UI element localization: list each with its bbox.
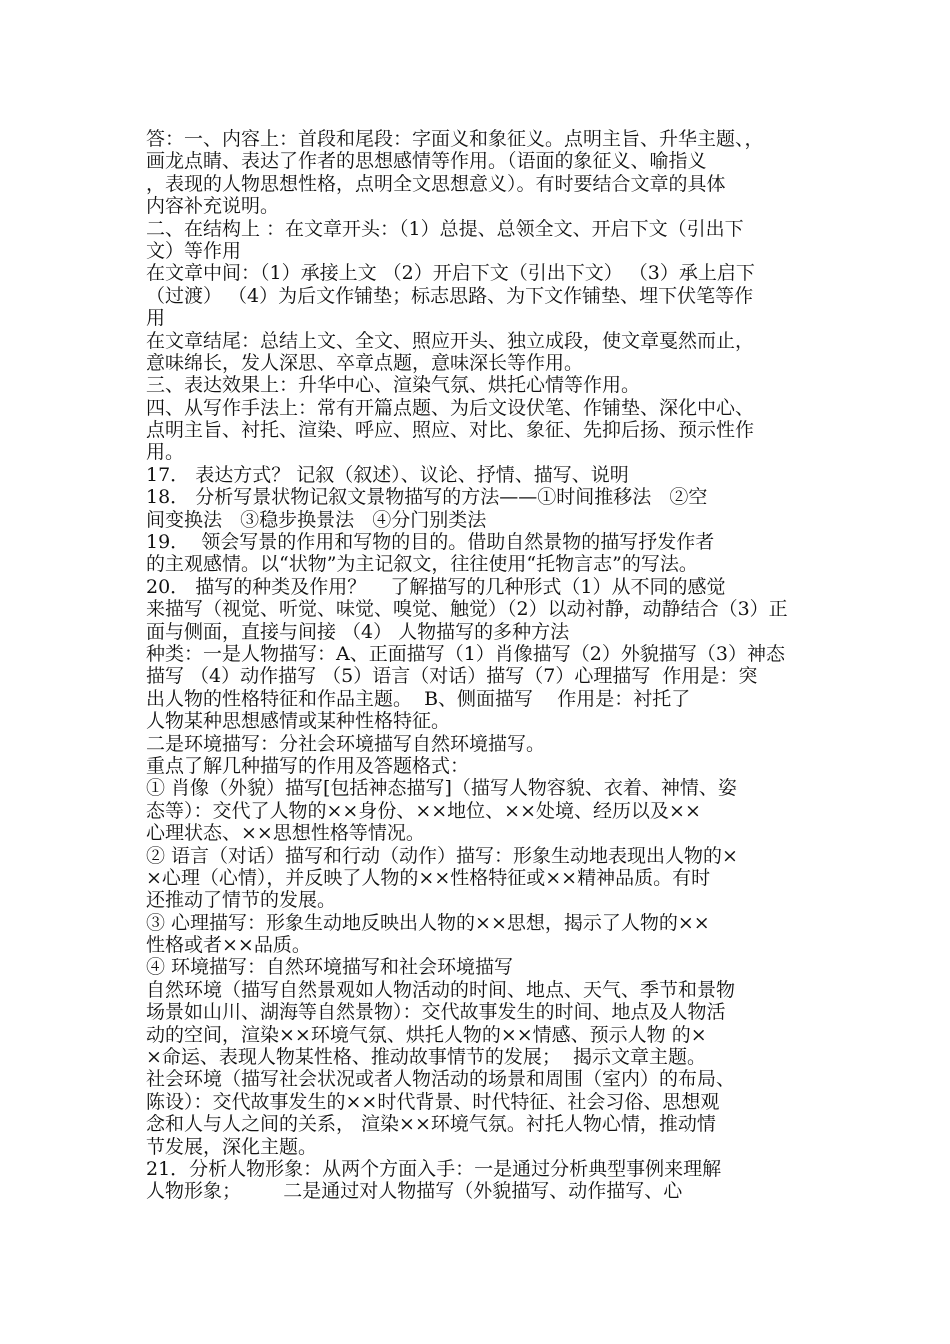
text-line: 陈设）：交代故事发生的××时代背景、时代特征、社会习俗、思想观	[146, 1090, 720, 1113]
text-line: 来描写（视觉、听觉、味觉、嗅觉、触觉）（2）以动衬静，动静结合（3）正	[146, 598, 788, 621]
text-line: 二是环境描写：分社会环境描写自然环境描写。	[146, 732, 546, 755]
text-line: 内容补充说明。	[146, 195, 280, 218]
text-line: 面与侧面，直接与间接 （4） 人物描写的多种方法	[146, 620, 570, 643]
text-line: 四、从写作手法上：常有开篇点题、为后文设伏笔、作铺垫、深化中心、	[146, 396, 755, 419]
text-line: 人物形象； 二是通过对人物描写（外貌描写、动作描写、心	[146, 1180, 683, 1203]
text-line: 动的空间，渲染××环境气氛、烘托人物的××情感、预示人物 的×	[146, 1023, 707, 1046]
text-line: 重点了解几种描写的作用及答题格式：	[146, 754, 470, 777]
text-line: 用。	[146, 441, 185, 464]
text-line: 18． 分析写景状物记叙文景物描写的方法——①时间推移法 ②空	[146, 486, 708, 509]
text-line: 态等）：交代了人物的××身份、××地位、××处境、经历以及××	[146, 799, 701, 822]
text-line: 画龙点睛、表达了作者的思想感情等作用。（语面的象征义、喻指义	[146, 150, 707, 173]
text-line: ② 语言（对话）描写和行动（动作）描写：形象生动地表现出人物的×	[146, 844, 738, 867]
text-line: ×命运、表现人物某性格、推动故事情节的发展； 揭示文章主题。	[146, 1046, 707, 1069]
text-line: 出人物的性格特征和作品主题。 B、侧面描写 作用是：衬托了	[146, 687, 691, 710]
text-line: 文）等作用	[146, 239, 242, 262]
text-line: 心理状态、××思想性格等情况。	[146, 822, 425, 845]
text-line: 描写 （4）动作描写 （5）语言（对话）描写（7）心理描写 作用是：突	[146, 665, 758, 688]
text-line: ③ 心理描写：形象生动地反映出人物的××思想，揭示了人物的××	[146, 911, 710, 934]
text-line: 点明主旨、衬托、渲染、呼应、照应、对比、象征、先抑后扬、预示性作	[146, 419, 755, 442]
text-line: ，表现的人物思想性格，点明全文思想意义）。有时要结合文章的具体	[146, 172, 726, 195]
text-line: 人物某种思想感情或某种性格特征。	[146, 710, 451, 733]
text-line: 的主观感情。以“状物”为主记叙文，往往使用“托物言志”的写法。	[146, 553, 698, 576]
text-line: 在文章中间：（1）承接上文 （2）开启下文（引出下文） （3）承上启下	[146, 262, 755, 285]
text-line: 社会环境（描写社会状况或者人物活动的场景和周围（室内）的布局、	[146, 1068, 736, 1091]
text-line: 在文章结尾：总结上文、全文、照应开头、独立成段，使文章戛然而止，	[146, 329, 755, 352]
text-line: 节发展，深化主题。	[146, 1135, 318, 1158]
text-line: 答：一、内容上：首段和尾段：字面义和象征义。点明主旨、升华主题、，	[146, 128, 764, 150]
text-line: 还推动了情节的发展。	[146, 889, 337, 912]
text-line: 17． 表达方式？ 记叙（叙述）、议论、抒情、描写、说明	[146, 463, 629, 486]
text-line: 种类：一是人物描写：A、正面描写（1）肖像描写（2）外貌描写（3）神态	[146, 642, 785, 665]
text-line: 20． 描写的种类及作用？ 了解描写的几种形式（1）从不同的感觉	[146, 575, 726, 598]
text-line: ×心理（心情），并反映了人物的××性格特征或××精神品质。有时	[146, 866, 711, 889]
text-line: 三、表达效果上：升华中心、渲染气氛、烘托心情等作用。	[146, 374, 641, 397]
text-line: 21．分析人物形象：从两个方面入手：一是通过分析典型事例来理解	[146, 1157, 722, 1180]
text-line: 性格或者××品质。	[146, 934, 311, 957]
text-line: 19． 领会写景的作用和写物的目的。借助自然景物的描写抒发作者	[146, 531, 715, 554]
text-line: 意味绵长，发人深思、卒章点题，意味深长等作用。	[146, 351, 584, 374]
document-body	[146, 128, 818, 1203]
text-line: 场景如山川、湖海等自然景物）：交代故事发生的时间、地点及人物活	[146, 1001, 726, 1024]
text-line: 用	[146, 307, 166, 330]
text-line: （过渡） （4）为后文作铺垫；标志思路、为下文作铺垫、埋下伏笔等作	[146, 284, 754, 307]
text-line: ④ 环境描写：自然环境描写和社会环境描写	[146, 956, 514, 979]
text-line: ① 肖像（外貌）描写[包括神态描写]（描写人物容貌、衣着、神情、姿	[146, 777, 737, 800]
text-line: 二、在结构上 ：在文章开头：（1）总提、总领全文、开启下文（引出下	[146, 217, 744, 240]
text-line: 念和人与人之间的关系， 渲染××环境气氛。衬托人物心情，推动情	[146, 1113, 716, 1136]
text-line: 自然环境（描写自然景观如人物活动的时间、地点、天气、季节和景物	[146, 978, 736, 1001]
text-line: 间变换法 ③稳步换景法 ④分门别类法	[146, 508, 487, 531]
